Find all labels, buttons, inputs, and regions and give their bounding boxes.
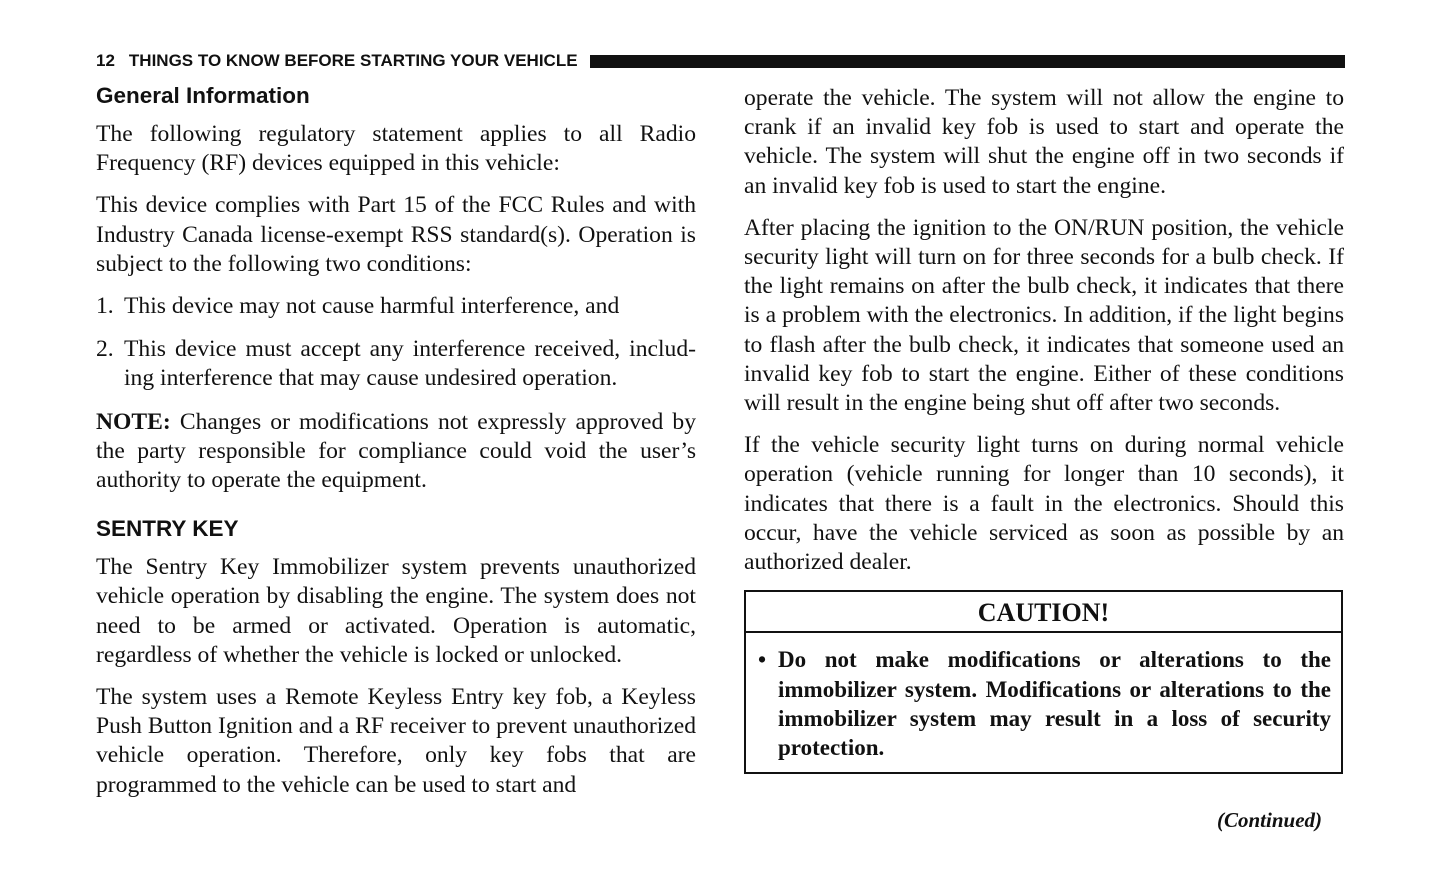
list-item-number: 2. xyxy=(96,336,114,363)
section-title: THINGS TO KNOW BEFORE STARTING YOUR VEHICLE xyxy=(128,51,578,70)
right-column xyxy=(744,84,1344,774)
paragraph-system-components: The system uses a Remote Keyless Entry key fob, a Keyless Push Button Ignition and a RF receiver to prevent unauthorized vehicle operation. Therefore, only key fobs that are programmed to the vehicle can be used to start and xyxy=(96,684,696,798)
paragraph-security-light: If the vehicle security light turns on during normal vehicle operation (vehicle running for longer than 10 seconds), it indicates that there is a fault in the electronics. Should this occur, have the vehicle serviced as soon as possible by an authorized dealer. xyxy=(744,432,1344,576)
caution-box xyxy=(744,590,1343,774)
caution-title: CAUTION! xyxy=(746,592,1341,633)
paragraph-bulb-check: After placing the ignition to the ON/RUN position, the vehicle security light will turn on for three seconds for a bulb check. If the light remains on after the bulb check, it indicates that there is a problem with the electronics. In addition, if the light begins to flash after the bulb check, it indicates that someone used an invalid key fob to start the engine. Either of these conditions will result in the engine being shut off after two seconds. xyxy=(744,214,1344,417)
paragraph-fcc-compliance: This device complies with Part 15 of the FCC Rules and with Industry Canada license-exempt RSS standard(s). Operation is subject to the following two conditions: xyxy=(96,192,696,277)
caution-text: Do not make modifications or alterations to the immobilizer system. Modifications or alterations to the immobilizer system may result in a loss of security protection. xyxy=(778,647,1331,761)
caution-body xyxy=(746,633,1341,772)
bullet-icon: • xyxy=(758,647,767,673)
list-item-text: This device must accept any interference received, including interference that may cause undesired operation. xyxy=(124,336,696,392)
list-item-text: This device may not cause harmful interference, and xyxy=(124,293,620,320)
note-text: Changes or modifications not expressly approved by the party responsible for compliance could void the user’s authority to operate the equipment. xyxy=(96,408,696,494)
page-number: 12 xyxy=(96,51,115,70)
list-item xyxy=(96,335,696,393)
list-item xyxy=(96,292,696,321)
list-item-number: 1. xyxy=(96,293,114,320)
continued-label: (Continued) xyxy=(1217,808,1323,832)
left-column xyxy=(96,82,696,813)
note-paragraph xyxy=(96,408,696,496)
general-information-heading: General Information xyxy=(96,83,310,108)
paragraph-immobilizer: The Sentry Key Immobilizer system prevents unauthorized vehicle operation by disabling the engine. The system does not need to be armed or activated. Operation is automatic, regardless of whether the vehicle is locked or unlocked. xyxy=(96,554,696,668)
header-rule xyxy=(590,55,1345,68)
page-header xyxy=(96,50,1345,72)
note-label: NOTE: xyxy=(96,408,171,435)
paragraph-invalid-key: operate the vehicle. The system will not allow the engine to crank if an invalid key fob is used to start and operate the vehicle. The system will shut the engine off in two seconds if an invalid key fob is used to start the engine. xyxy=(744,85,1344,199)
paragraph-rf-statement: The following regulatory statement applies to all Radio Frequency (RF) devices equipped in this vehicle: xyxy=(96,121,696,177)
sentry-key-heading: SENTRY KEY xyxy=(96,516,239,542)
conditions-list xyxy=(96,292,696,394)
